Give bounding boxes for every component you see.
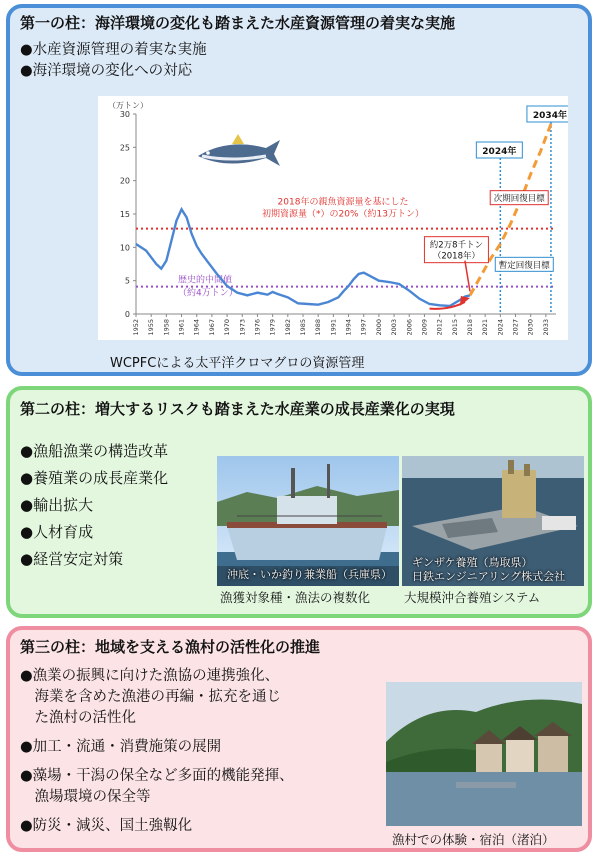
x-tick-label: 2033 [541,319,550,336]
x-tick-label: 2027 [511,319,520,336]
x-tick-label: 2006 [405,319,414,336]
chart-svg [98,96,568,340]
pillar-2-item: ●養殖業の成長産業化 [20,469,169,487]
y-axis-unit-label: （万トン） [108,101,148,110]
fishing-village-photo [386,682,582,826]
y-tick-label: 25 [119,143,130,153]
x-tick-label: 1973 [238,319,247,336]
annotation-2018-line-1: 約2万8千トン [429,240,484,251]
x-tick-label: 2000 [374,319,383,336]
x-tick-label: 2015 [450,319,459,336]
x-tick-label: 1979 [268,319,277,336]
x-tick-label: 1958 [162,319,171,336]
aquaculture-overlay-line-1: ギンザケ養殖（鳥取県） [412,556,533,569]
x-tick-label: 1982 [283,319,292,336]
pillar-1-panel [6,4,592,376]
pillar-3-item: ●加工・流通・消費施策の展開 [20,739,222,755]
fishing-village-image [386,682,582,826]
tuna-illustration [198,134,280,166]
x-tick-label: 2021 [481,319,490,336]
x-tick-label: 1952 [132,319,140,336]
pillar-3-item: ●漁業の振興に向けた漁協の連携強化、 [20,668,280,684]
pillar-3-item: 漁場環境の保全等 [20,789,151,805]
pillar-2-title: 第二の柱：増大するリスクも踏まえた水産業の成長産業化の実現 [20,400,455,418]
x-tick-label: 1994 [344,319,353,336]
x-tick-label: 1961 [177,319,186,336]
pillar-2-item: ●漁船漁業の構造改革 [20,442,169,460]
x-tick-label: 1985 [298,319,307,336]
x-tick-label: 2009 [420,319,429,336]
chart-caption: WCPFCによる太平洋クロマグロの資源管理 [110,356,365,371]
bluefin-tuna-chart [98,96,568,340]
y-tick-label: 5 [124,276,130,286]
pillar-2-item: ●輸出拡大 [20,496,94,514]
pillar-3-items [20,666,294,837]
pillar-3-item: ●防災・減災、国土強靱化 [20,818,193,834]
x-tick-label: 2018 [465,319,474,336]
y-tick-label: 30 [119,110,130,119]
x-tick-label: 1976 [253,319,262,336]
pillar-2-item: ●人材育成 [20,523,94,541]
x-tick-label: 1997 [359,319,368,336]
fishing-vessel-image [217,456,399,586]
pillar-2-items [20,438,168,573]
x-tick-label: 1964 [192,319,201,336]
pillar-1-items [20,40,207,82]
fishing-vessel-overlay-text: 沖底・いか釣り兼業船（兵庫県） [227,568,392,581]
annotation-2018-line-2: （2018年） [432,251,481,262]
reference-label-20-percent-line-2: 初期資源量（*）の20%（約13万トン） [262,209,424,220]
pillar-2-item: ●経営安定対策 [20,550,124,568]
x-tick-label: 2030 [526,319,535,336]
interim-target-label: 暫定回復目標 [498,260,550,271]
vertical-label-2034年: 2034年 [532,111,567,121]
fishing-vessel-photo [217,456,399,586]
pillar-3-item: た漁村の活性化 [20,710,136,726]
x-tick-label: 1955 [147,319,156,336]
pillar-1-item: ●海洋環境の変化への対応 [20,63,193,79]
reference-label-20-percent-line-1: 2018年の親魚資源量を基にした [277,197,409,208]
pillar-3-panel [6,626,592,852]
y-tick-label: 20 [119,176,130,186]
y-tick-label: 0 [124,310,130,319]
x-tick-label: 2024 [496,319,505,336]
x-tick-label: 1970 [223,319,232,336]
x-tick-label: 1967 [207,319,216,336]
y-tick-label: 10 [119,243,130,253]
reference-label-historical-median-line-1: 歴史的中間値 [178,275,233,286]
pillar-3-item: 海業を含めた漁港の再編・拡充を通じ [20,689,281,705]
upward-arrow-head [460,296,470,306]
pillar-1-title: 第一の柱：海洋環境の変化も踏まえた水産資源管理の着実な実施 [20,14,456,32]
x-tick-label: 1991 [329,319,338,336]
y-tick-label: 15 [119,210,130,219]
pillar-2-panel [6,386,592,618]
aquaculture-overlay-line-2: 日鉄エンジニアリング株式会社 [412,570,566,583]
vertical-label-2024年: 2024年 [482,147,517,157]
fishing-village-caption: 漁村での体験・宿泊（渚泊） [392,832,555,847]
x-tick-label: 2003 [390,319,399,336]
x-tick-label: 1988 [314,319,323,336]
x-tick-label: 2012 [435,319,444,336]
pillar-3-item: ●藻場・干潟の保全など多面的機能発揮、 [20,768,294,784]
aquaculture-caption: 大規模沖合養殖システム [404,590,541,605]
pillar-3-title: 第三の柱：地域を支える漁村の活性化の推進 [20,638,321,656]
next-target-label: 次期回復目標 [493,194,545,205]
reference-label-historical-median-line-2: （約4万トン） [178,288,238,299]
fishing-vessel-caption: 漁獲対象種・漁法の複数化 [220,590,371,605]
pillar-1-item: ●水産資源管理の着実な実施 [20,42,207,58]
